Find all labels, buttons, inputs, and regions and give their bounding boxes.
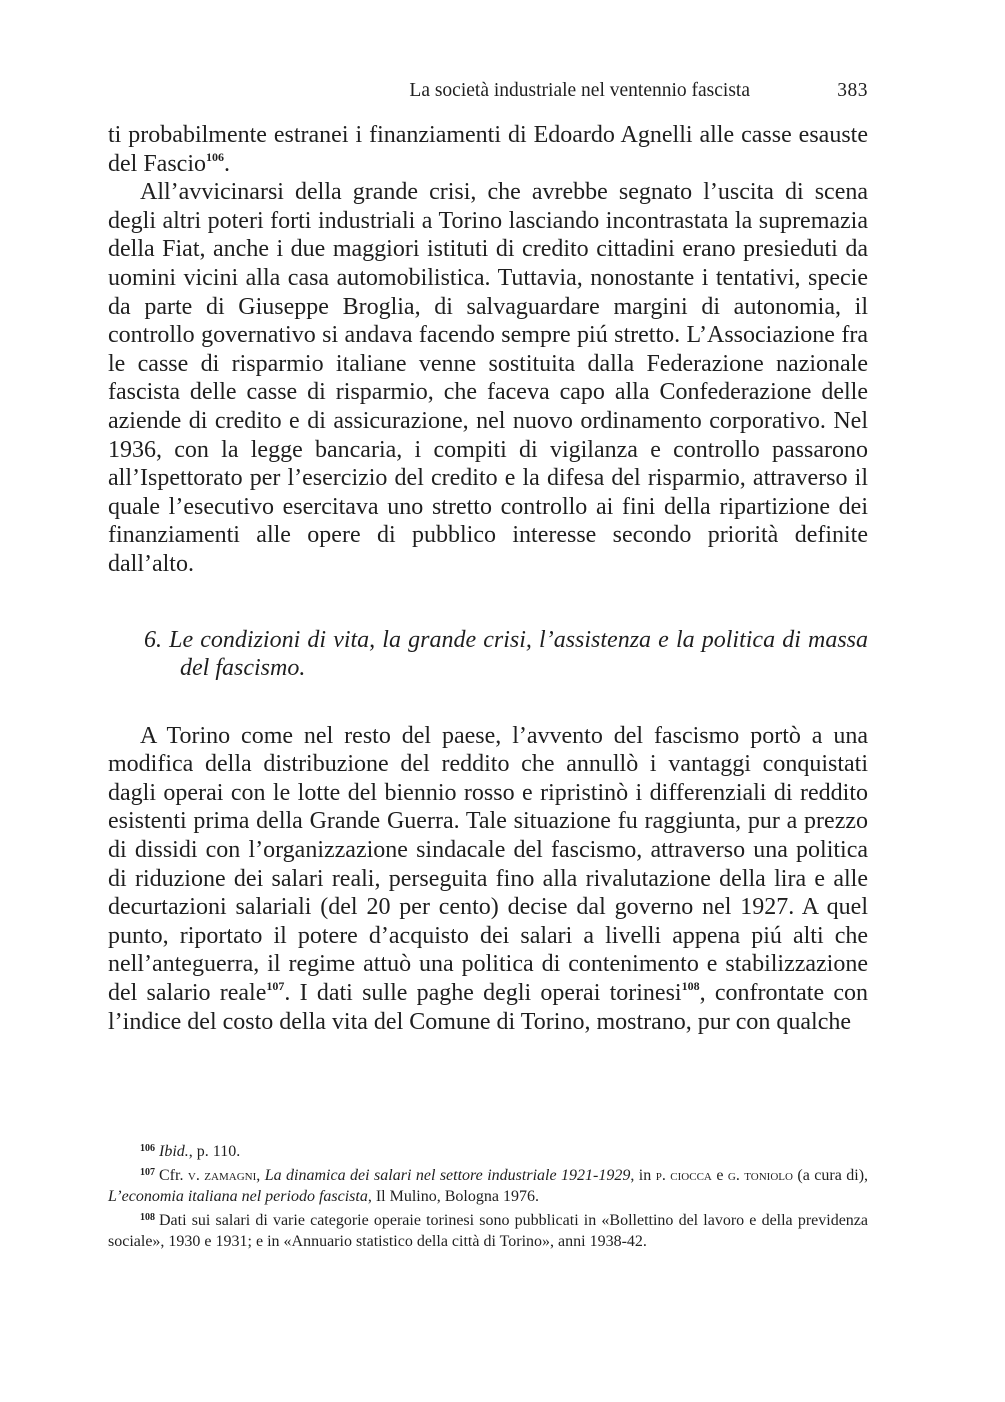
footnote-ref-106[interactable]: 106 — [205, 149, 224, 164]
footnote-ref-107[interactable]: 107 — [266, 979, 285, 994]
footnote-106 — [108, 1138, 868, 1162]
paragraph-wages — [108, 722, 868, 1037]
footnote-text: , in — [630, 1167, 652, 1184]
footnote-text: , p. 110. — [188, 1143, 241, 1160]
footnotes — [108, 1138, 868, 1252]
footnote-text: (a cura di), — [797, 1167, 869, 1184]
paragraph-text: , confrontate con l’indice del costo della vita del Comune di Torino, mostrano, pur con qualche — [108, 980, 868, 1035]
footnote-107 — [108, 1162, 868, 1207]
footnote-text: Cfr. — [159, 1167, 184, 1184]
footnote-number: 108 — [140, 1212, 155, 1223]
footnote-108 — [108, 1207, 868, 1252]
footnote-text: , — [256, 1167, 261, 1184]
footnote-title: L’economia italiana nel periodo fascista — [108, 1188, 368, 1205]
footnote-author: g. toniolo — [727, 1167, 793, 1184]
paragraph-text: . I dati sulle paghe degli operai torinesi — [284, 980, 682, 1007]
paragraph-text: A Torino come nel resto del paese, l’avvento del fascismo portò a una modifica della distribuzione del reddito che annullò i vantaggi conquistati dagli operai con le lotte del biennio rosso e ripristinò i differenziali di reddito esistenti prima della Grande Guerra. Tale situazione fu raggiunta, pur a prezzo di dissidi con l’organizzazione sindacale del fascismo, attraverso una politica di riduzione dei salari reali, perseguita fino alla rivalutazione della lira e alle decurtazioni salariali (del 20 per cento) decise dal governo nel 1927. A quel punto, riportato il potere d’acquisto dei salari a livelli appena piú alti che nell’anteguerra, il regime attuò una politica di contenimento e stabilizzazione del salario reale — [108, 722, 868, 1007]
section-number: 6. — [144, 626, 162, 653]
running-title: La società industriale nel ventennio fascista — [409, 80, 750, 101]
footnote-number: 106 — [140, 1143, 155, 1154]
footnote-text: , Il Mulino, Bologna 1976. — [367, 1188, 539, 1205]
paragraph-text: ti probabilmente estranei i finanziamenti di Edoardo Agnelli alle casse esauste del Fascio — [108, 122, 868, 177]
footnote-number: 107 — [140, 1167, 155, 1178]
paragraph-continuation — [108, 121, 868, 178]
footnote-ref-108[interactable]: 108 — [681, 979, 700, 994]
section-title: Le condizioni di vita, la grande crisi, l’assistenza e la politica di massa del fascismo. — [169, 626, 869, 682]
footnote-ibid: Ibid. — [159, 1143, 189, 1160]
footnote-text: Dati sui salari di varie categorie operaie torinesi sono pubblicati in «Bollettino del lavoro e della previdenza sociale», 1930 e 1931; e in «Annuario statistico della città di Torino», anni 1938-42. — [108, 1212, 868, 1250]
footnote-author: v. zamagni — [187, 1167, 257, 1184]
page-number: 383 — [837, 80, 868, 101]
footnote-text: e — [716, 1167, 724, 1184]
footnote-author: p. ciocca — [655, 1167, 712, 1184]
running-header — [108, 80, 868, 110]
footnote-title: La dinamica dei salari nel settore industriale 1921-1929 — [264, 1167, 631, 1184]
section-heading — [108, 626, 868, 683]
body-text — [108, 121, 868, 1036]
paragraph-text: . — [223, 150, 230, 177]
paragraph-credit-institutions: All’avvicinarsi della grande crisi, che avrebbe segnato l’uscita di scena degli altri poteri forti industriali a Torino lasciando incontrastata la supremazia della Fiat, anche i due maggiori istituti di credito cittadini erano presieduti da uomini vicini alla casa automobilistica. Tuttavia, nonostante i tentativi, specie da parte di Giuseppe Broglia, di salvaguardare margini di autonomia, il controllo governativo si andava facendo sempre piú stretto. L’Associazione fra le casse di risparmio italiane venne sostituita dalla Federazione nazionale fascista delle casse di risparmio, che faceva capo alla Confederazione delle aziende di credito e di assicurazione, nel nuovo ordinamento corporativo. Nel 1936, con la legge bancaria, i compiti di vigilanza e controllo passarono all’Ispettorato per l’esercizio del credito e la difesa del risparmio, attraverso il quale l’esecutivo esercitava uno stretto controllo ai fini della ripartizione dei finanziamenti alle opere di pubblico interesse secondo priorità definite dall’alto. — [108, 179, 868, 577]
